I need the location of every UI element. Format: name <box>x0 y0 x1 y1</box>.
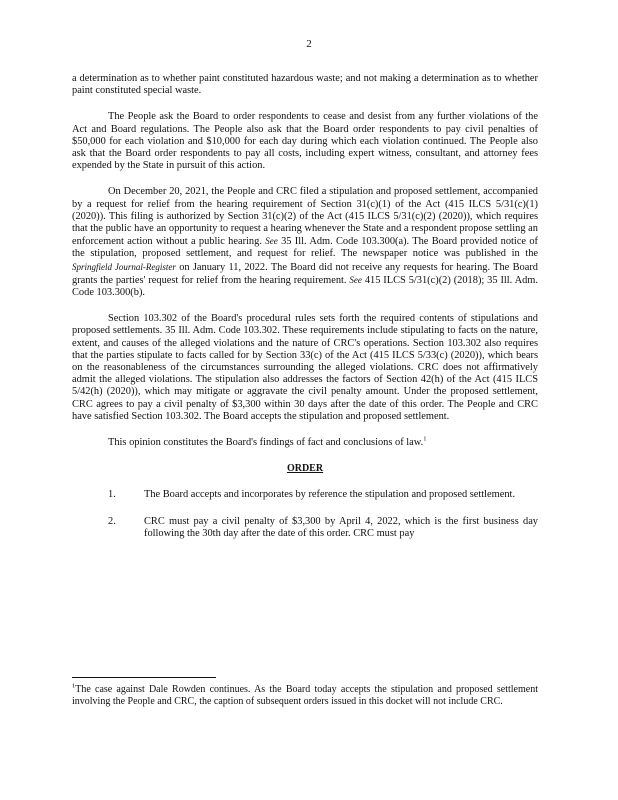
paragraph-3 <box>72 186 538 299</box>
order-item <box>72 489 538 501</box>
paragraph-1: a determination as to whether paint constituted hazardous waste; and not making a determination as to whether paint constituted special waste. <box>72 73 538 97</box>
order-heading: ORDER <box>286 463 324 475</box>
order-item-number: 1. <box>108 489 116 501</box>
newspaper-name: Springfield Journal-Register <box>72 261 176 272</box>
document-body <box>72 73 538 540</box>
citation-signal-see: See <box>349 274 362 285</box>
footnote-divider <box>72 677 216 678</box>
citation-signal-see: See <box>265 236 278 247</box>
findings-statement: This opinion constitutes the Board's findings of fact and conclusions of law. <box>108 437 424 449</box>
paragraph-2: The People ask the Board to order respondents to cease and desist from any further violations of the Act and Board regulations. The People also ask that the Board order respondents to pay civil penalties of $50,000 for each violation and $10,000 for each day during which each violation continued. The People also ask that the Board order respondents to pay all costs, including expert witness, consultant, and attorney fees expended by the State in pursuit of this action. <box>72 111 538 172</box>
paragraph-5 <box>72 437 538 449</box>
paragraph-3-text-c: on January 11, 2022. The Board did not receive any requests for hearing. The Board grants the parties' request for relief from the hearing requirement. <box>72 261 538 286</box>
footnote-mark: 1 <box>72 682 76 690</box>
footnote-reference[interactable]: 1 <box>423 435 427 443</box>
order-item-text: The Board accepts and incorporates by reference the stipulation and proposed settlement. <box>144 489 516 501</box>
order-item-number: 2. <box>108 515 116 527</box>
page-number: 2 <box>306 38 312 50</box>
paragraph-3-text-a: On December 20, 2021, the People and CRC filed a stipulation and proposed settlement, accompanied by a request for relief from the hearing requirement of Section 31(c)(1) of the Act (415 ILCS 5/31(c)(1) (2020)). This filing is authorized by Section 31(c)(2) of the Act (415 ILCS 5/31(c)(2) (2020)), which requires that the public have an opportunity to request a hearing whenever the State and a respondent propose settling an enforcement action without a public hearing. <box>72 186 538 248</box>
order-item-text: CRC must pay a civil penalty of $3,300 by April 4, 2022, which is the first business day following the 30th day after the date of this order. CRC must pay <box>144 515 538 539</box>
order-heading-wrap <box>72 463 538 475</box>
paragraph-3-text-d: 415 ILCS 5/31(c)(2) (2018); 35 Ill. Adm. Code 103.300(b). <box>72 274 538 299</box>
footnote-text: The case against Dale Rowden continues. As the Board today accepts the stipulation and proposed settlement involving the People and CRC, the caption of subsequent orders issued in this docket will not include CRC. <box>72 684 538 707</box>
order-item <box>72 516 538 540</box>
order-list <box>72 489 538 540</box>
paragraph-4: Section 103.302 of the Board's procedural rules sets forth the required contents of stipulations and proposed settlements. 35 Ill. Adm. Code 103.302. These requirements include stipulating to facts on the nature, extent, and causes of the alleged violations and the nature of CRC's operations. Section 103.302 also requires that the parties stipulate to facts called for by Section 33(c) of the Act (415 ILCS 5/33(c) (2020)), which bears on the reasonableness of the circumstances surrounding the alleged violations. CRC does not affirmatively admit the alleged violations. The stipulation also addresses the factors of Section 42(h) of the Act (415 ILCS 5/42(h) (2020)), which may mitigate or aggravate the civil penalty amount. Under the proposed settlement, CRC agrees to pay a civil penalty of $3,300 within 30 days after the date of this order. The People and CRC have satisfied Section 103.302. The Board accepts the stipulation and proposed settlement. <box>72 313 538 422</box>
paragraph-3-text-b: 35 Ill. Adm. Code 103.300(a). The Board provided notice of the stipulation, proposed settlement, and request for relief. The newspaper notice was published in the <box>72 236 539 260</box>
footnote <box>72 684 538 708</box>
